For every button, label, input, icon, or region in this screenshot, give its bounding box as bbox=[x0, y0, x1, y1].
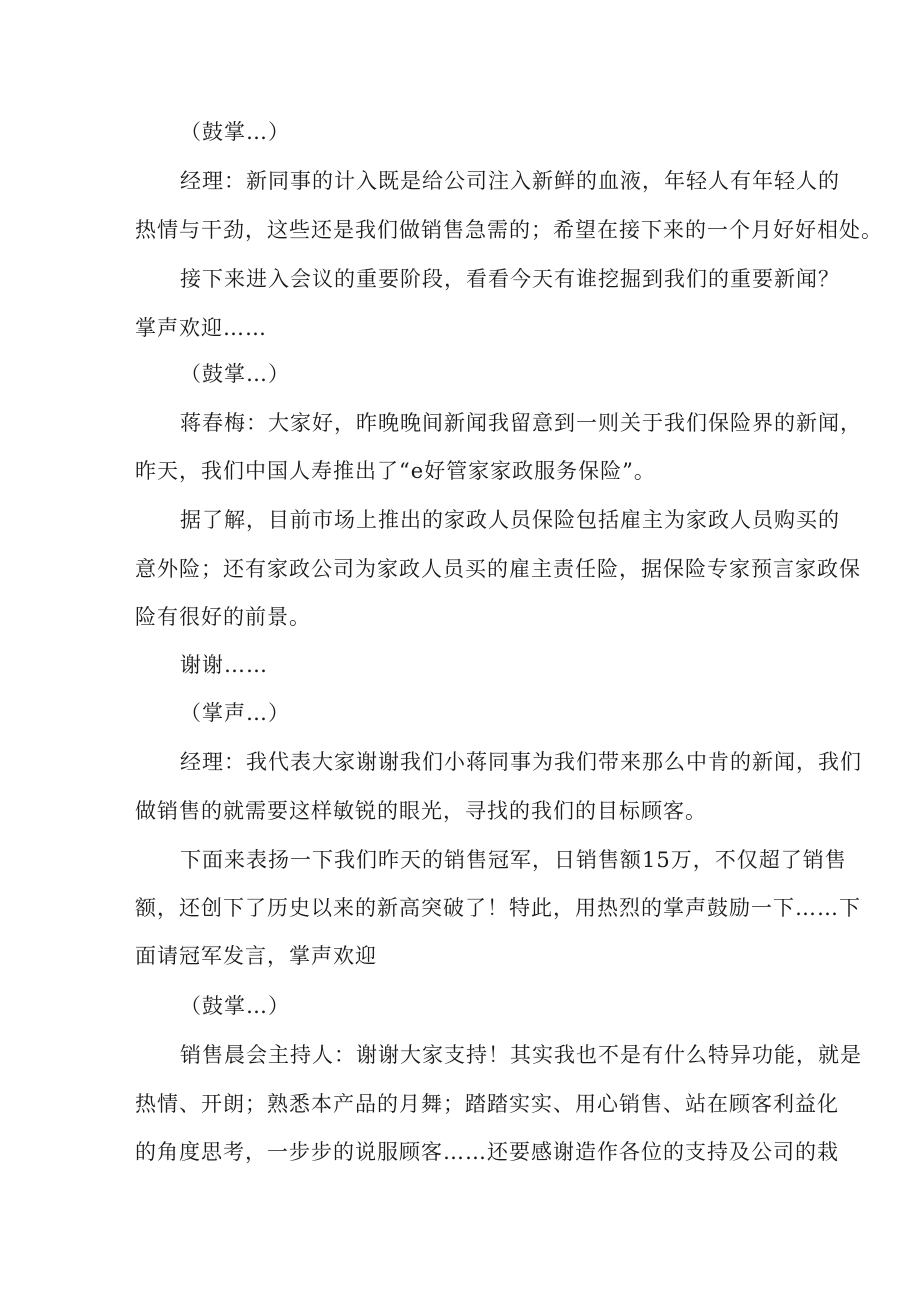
applause-note: （掌声…） bbox=[180, 701, 290, 725]
applause-note: （鼓掌…） bbox=[180, 362, 290, 386]
paragraph-line: 昨天，我们中国人寿推出了“e好管家家政服务保险”。 bbox=[135, 459, 656, 483]
paragraph-line: 据了解，目前市场上推出的家政人员保险包括雇主为家政人员购买的 bbox=[180, 508, 840, 532]
applause-note: （鼓掌…） bbox=[180, 120, 290, 144]
paragraph-line: 热情与干劲，这些还是我们做销售急需的；希望在接下来的一个月好好相处。 bbox=[135, 218, 883, 242]
paragraph-line: 下面来表扬一下我们昨天的销售冠军，日销售额15万，不仅超了销售 bbox=[180, 848, 847, 872]
paragraph-line: 意外险；还有家政公司为家政人员买的雇主责任险，据保险专家预言家政保 bbox=[135, 557, 861, 581]
paragraph-line: 蒋春梅：大家好，昨晚晚间新闻我留意到一则关于我们保险界的新闻， bbox=[180, 411, 862, 435]
paragraph-line: 的角度思考，一步步的说服顾客……还要感谢造作各位的支持及公司的栽 bbox=[135, 1140, 839, 1164]
applause-note: （鼓掌…） bbox=[180, 994, 290, 1018]
paragraph-line: 谢谢…… bbox=[180, 653, 268, 677]
paragraph-line: 经理：我代表大家谢谢我们小蒋同事为我们带来那么中肯的新闻，我们 bbox=[180, 750, 862, 774]
paragraph-line: 销售晨会主持人：谢谢大家支持！其实我也不是有什么特异功能，就是 bbox=[180, 1043, 862, 1067]
paragraph-line: 面请冠军发言，掌声欢迎 bbox=[135, 944, 377, 968]
paragraph-line: 热情、开朗；熟悉本产品的月舞；踏踏实实、用心销售、站在顾客利益化 bbox=[135, 1092, 839, 1116]
paragraph-line: 经理：新同事的计入既是给公司注入新鲜的血液，年轻人有年轻人的 bbox=[180, 169, 840, 193]
paragraph-line: 掌声欢迎…… bbox=[135, 316, 267, 340]
paragraph-line: 接下来进入会议的重要阶段，看看今天有谁挖掘到我们的重要新闻？ bbox=[180, 267, 840, 291]
paragraph-line: 额，还创下了历史以来的新高突破了！特此，用热烈的掌声鼓励一下……下 bbox=[135, 896, 861, 920]
paragraph-line: 做销售的就需要这样敏锐的眼光，寻找的我们的目标顾客。 bbox=[135, 799, 707, 823]
paragraph-line: 险有很好的前景。 bbox=[135, 605, 311, 629]
